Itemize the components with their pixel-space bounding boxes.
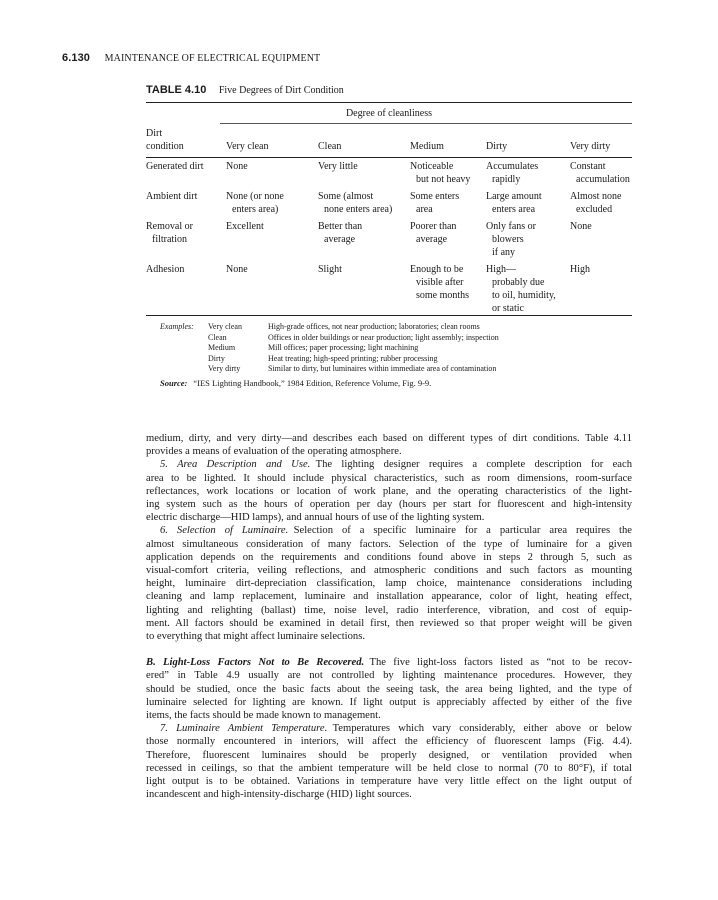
cell-line: Very clean	[226, 141, 269, 152]
example-term: Very clean	[208, 322, 242, 331]
table-cell	[318, 263, 410, 315]
table-cell	[486, 220, 570, 259]
cell-line: Enough to be	[410, 264, 464, 275]
cell-line: average	[416, 234, 448, 245]
cell-line: None (or none	[226, 191, 284, 202]
table-number: TABLE 4.10	[146, 84, 207, 96]
example-term: Medium	[208, 343, 236, 352]
table-cell	[146, 263, 226, 315]
text-line: recessed in ceilings, so that the ambient temperature will be held close to normal (70 to 80°F), if total	[146, 762, 632, 774]
column-header	[486, 127, 570, 153]
table-cell	[226, 263, 318, 315]
line-text: The lighting designer requires a complete description for each	[315, 459, 632, 471]
text-line	[146, 722, 632, 735]
table-cell	[146, 160, 226, 186]
text-line: reflectances, work locations or location of work plane, and the operating characteristics of the light-	[146, 485, 632, 497]
line-text: The five light-loss factors listed as “not to be recov-	[369, 657, 633, 669]
cell-line: Accumulates	[486, 161, 539, 172]
text-line: to everything that might affect luminaire selections.	[146, 631, 365, 643]
example-description: High-grade offices, not near production; laboratories; clean rooms	[268, 322, 480, 331]
cell-line: probably due	[492, 277, 545, 288]
cell-line: Slight	[318, 264, 342, 275]
table-source	[160, 378, 431, 388]
paragraph-area-description	[146, 458, 632, 524]
example-description: Mill offices; paper processing; light machining	[268, 343, 419, 352]
cell-line: Very dirty	[570, 141, 611, 152]
table-header-rule	[146, 157, 632, 158]
table-row	[146, 263, 632, 315]
group-header-rule	[220, 123, 632, 124]
cell-line: but not heavy	[416, 174, 471, 185]
table-cell	[486, 190, 570, 216]
cell-line: enters area)	[232, 204, 279, 215]
cell-line: Generated dirt	[146, 161, 204, 172]
line-text: Temperatures which vary considerably, either above or below	[332, 723, 632, 735]
text-line: provides a means of evaluation of the operating atmosphere.	[146, 446, 402, 458]
table-cell	[226, 190, 318, 216]
cell-line: Large amount	[486, 191, 542, 202]
table-cell	[318, 160, 410, 186]
cell-line: condition	[146, 141, 184, 152]
column-header	[226, 127, 318, 153]
text-line: lighting and relighting (ballast) time, noise level, radio interference, vibration, and cost of equip-	[146, 604, 632, 616]
cell-line: to oil, humidity,	[492, 290, 556, 301]
table-body	[146, 160, 632, 319]
cell-line: None	[226, 161, 248, 172]
text-line: electric discharge—HID lamps), and annual hours of use of the lighting system.	[146, 512, 485, 524]
text-line: should be studied, once the basic facts about the seeing task, the area being lighted, and the type of	[146, 683, 632, 695]
table-cell	[146, 190, 226, 216]
table-bottom-rule	[146, 315, 632, 316]
column-header	[146, 127, 226, 153]
paragraph-heading: 5. Area Description and Use.	[160, 459, 311, 471]
cell-line: blowers	[492, 234, 524, 245]
table-row	[146, 220, 632, 259]
cell-line: visible after	[416, 277, 464, 288]
cell-line: Some enters	[410, 191, 460, 202]
cell-line: Removal or	[146, 221, 193, 232]
cell-line: Dirt	[146, 128, 163, 139]
text-line: ered” in Table 4.9 usually are not controlled by lighting maintenance procedures. However, they	[146, 670, 632, 682]
example-description: Offices in older buildings or near production; light assembly; inspection	[268, 332, 499, 342]
table-cell	[486, 160, 570, 186]
cell-line: None	[570, 221, 592, 232]
cell-line: Poorer than	[410, 221, 457, 232]
cell-line: Better than	[318, 221, 363, 232]
table-row	[146, 190, 632, 216]
cell-line: High—	[486, 264, 516, 275]
cell-line: Very little	[318, 161, 358, 172]
paragraph-heading: 6. Selection of Luminaire.	[160, 525, 289, 537]
cell-line: accumulation	[576, 174, 630, 185]
table-cell	[226, 220, 318, 259]
table-cell	[570, 160, 632, 186]
cell-line: rapidly	[492, 174, 521, 185]
page-header	[62, 52, 320, 64]
cell-line: Clean	[318, 141, 342, 152]
text-line: those normally encountered in interiors, will affect the efficiency of fluorescent lamps (Fig. 4.4).	[146, 736, 632, 748]
text-line: application depends on the requirements and conditions found above in steps 2 through 5, such as	[146, 551, 632, 563]
cell-line: Almost none	[570, 191, 622, 202]
text-line	[146, 656, 632, 669]
text-line: light output is to be obtained. Variations in temperature have very little effect on the light output of	[146, 776, 632, 788]
cell-line: Only fans or	[486, 221, 536, 232]
cell-line: enters area	[492, 204, 536, 215]
text-line: Therefore, fluorescent luminaires should be properly designed, or ventilation provided when	[146, 749, 632, 761]
text-line: medium, dirty, and very dirty—and describes each based on different types of dirt conditions. Table 4.11	[146, 433, 632, 444]
table-caption	[146, 84, 344, 96]
cell-line: filtration	[152, 234, 187, 245]
table-top-rule	[146, 102, 632, 103]
paragraph-light-loss-factors	[146, 656, 632, 722]
cell-line: High	[570, 264, 590, 275]
column-header	[570, 127, 632, 153]
cell-line: Constant	[570, 161, 606, 172]
cell-line: average	[324, 234, 356, 245]
paragraph-heading: 7. Luminaire Ambient Temperature.	[160, 723, 328, 735]
example-description: Heat treating; high-speed printing; rubber processing	[268, 353, 438, 363]
table-cell	[226, 160, 318, 186]
example-term: Dirty	[208, 353, 225, 363]
paragraph-ambient-temperature	[146, 722, 632, 801]
cell-line: none enters area)	[324, 204, 393, 215]
cell-line: Some (almost	[318, 191, 374, 202]
text-line: visual-comfort criteria, veiling reflections, and atmospheric conditions and such factors as mounting	[146, 565, 632, 577]
text-line: luminaire selected for lighting are known. If light output is appreciably affected by either of the five	[146, 696, 632, 708]
table-cell	[318, 220, 410, 259]
table-cell	[570, 190, 632, 216]
examples-label: Examples:	[160, 322, 194, 331]
cell-line: Excellent	[226, 221, 264, 232]
table-cell	[410, 220, 486, 259]
cell-line: some months	[416, 290, 470, 301]
text-line: almost simultaneous consideration of many factors. Selection of the type of luminaire for a given	[146, 538, 632, 550]
table-title: Five Degrees of Dirt Condition	[218, 85, 344, 96]
text-line: incandescent and high-intensity-discharge (HID) light sources.	[146, 789, 412, 801]
text-line: ment. All factors should be examined in detail first, then reviewed so that proper weight will be given	[146, 617, 632, 629]
table-header-row	[146, 127, 632, 153]
example-term: Very dirty	[208, 364, 241, 373]
table-cell	[410, 263, 486, 315]
paragraph-selection-of-luminaire	[146, 524, 632, 643]
example-description: Similar to dirty, but luminaires within immediate area of contamination	[268, 364, 497, 373]
source-text: “IES Lighting Handbook,” 1984 Edition, Reference Volume, Fig. 9-9.	[193, 378, 432, 388]
text-line: items, the facts should be made known to management.	[146, 710, 381, 722]
table-cell	[486, 263, 570, 315]
table-group-header: Degree of cleanliness	[345, 108, 433, 119]
table-cell	[570, 263, 632, 315]
line-text: Selection of a specific luminaire for a particular area requires the	[293, 525, 632, 537]
body-text	[146, 432, 632, 801]
source-label: Source:	[160, 378, 188, 388]
text-line: cleaning and lamp replacement, luminaire and installation appearance, color of light, heating effect,	[146, 591, 632, 603]
cell-line: if any	[492, 247, 516, 258]
cell-line: or static	[492, 303, 524, 314]
cell-line: Dirty	[486, 141, 508, 152]
cell-line: Medium	[410, 141, 444, 152]
table-cell	[570, 220, 632, 259]
dirt-condition-table	[146, 127, 632, 157]
text-line: area to be lighted. It should include physical characteristics, such as room dimensions, room-surface	[146, 472, 632, 484]
table-cell	[318, 190, 410, 216]
column-header	[318, 127, 410, 153]
text-line: ing system such as the hours of operation per day (hours per start for fluorescent and high-intensity	[146, 499, 632, 511]
running-title: MAINTENANCE OF ELECTRICAL EQUIPMENT	[104, 53, 321, 64]
table-cell	[146, 220, 226, 259]
table-row	[146, 160, 632, 186]
paragraph-continuation	[146, 432, 632, 458]
cell-line: Adhesion	[146, 264, 185, 275]
table-cell	[410, 160, 486, 186]
cell-line: area	[416, 204, 433, 215]
column-header	[410, 127, 486, 153]
cell-line: None	[226, 264, 248, 275]
text-line	[146, 458, 632, 471]
text-line	[146, 524, 632, 537]
text-line: height, luminaire dirt-depreciation classification, lamp choice, maintenance considerations including	[146, 578, 632, 590]
cell-line: Noticeable	[410, 161, 454, 172]
page-number: 6.130	[62, 52, 91, 64]
example-term: Clean	[208, 332, 227, 342]
cell-line: Ambient dirt	[146, 191, 198, 202]
cell-line: excluded	[576, 204, 613, 215]
table-cell	[410, 190, 486, 216]
paragraph-heading: B. Light-Loss Factors Not to Be Recovered.	[146, 657, 365, 669]
